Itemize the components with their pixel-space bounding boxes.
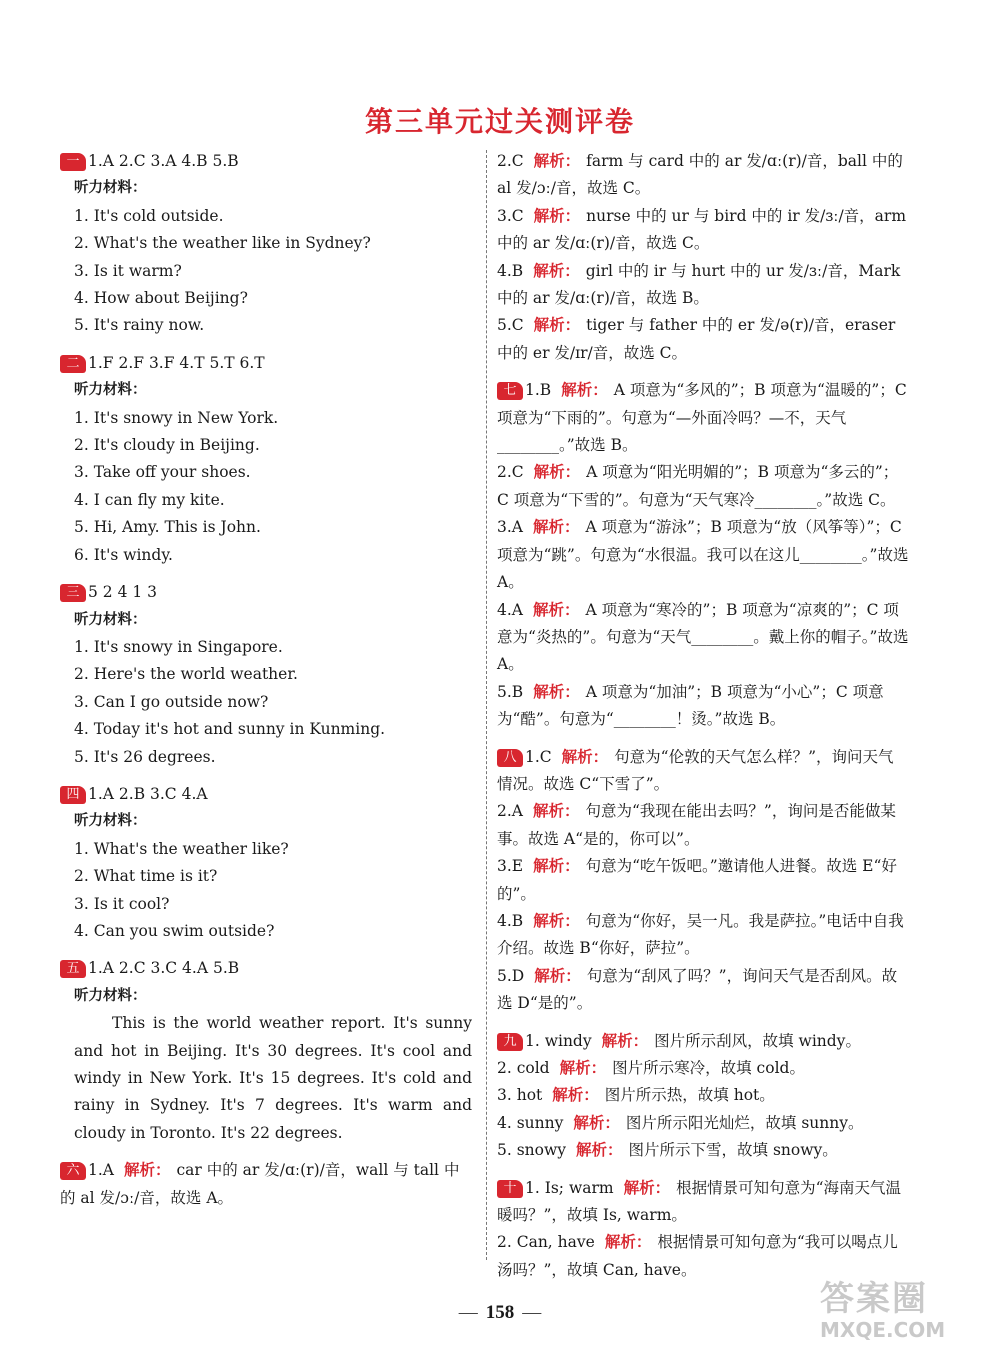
section-badge: 六	[60, 1162, 86, 1180]
list-item: 4. How about Beijing?	[74, 289, 248, 308]
left-column	[60, 148, 472, 1222]
analysis-label: 解析：	[532, 600, 580, 619]
list-item: 2. It's cloudy in Beijing.	[74, 436, 260, 455]
section-3	[60, 579, 472, 771]
section-badge: 十	[497, 1180, 523, 1198]
analysis-text: 图片所示热，故填 hot。	[604, 1086, 775, 1105]
watermark	[820, 1280, 995, 1350]
list-item: 1. It's snowy in New York.	[74, 408, 279, 427]
list-item: 6. It's windy.	[74, 545, 173, 564]
list-item: 3. Take off your shoes.	[74, 463, 251, 482]
section-5	[60, 955, 472, 1147]
analysis-text: A 项意为“多风的”；B 项意为“温暖的”；C 项意为“下雨的”。句意为“—外面冷吗？—不，天气________。”故选 B。	[497, 381, 907, 455]
analysis-text: 句意为“刮风了吗？”，询问天气是否刮风。故选 D“是的”。	[497, 966, 898, 1013]
answer: 5.B	[497, 682, 524, 701]
answer-item	[497, 744, 909, 799]
list-item: 5. It's rainy now.	[74, 316, 205, 335]
analysis-text: 图片所示下雪，故填 snowy。	[628, 1141, 838, 1160]
right-column	[497, 148, 909, 1294]
section-10	[497, 1175, 909, 1285]
list-item: 4. Can you swim outside?	[74, 921, 275, 940]
analysis-text: 图片所示刮风，故填 windy。	[654, 1031, 861, 1050]
analysis-text: girl 中的 ir 与 hurt 中的 ur 发/ɜː/音，Mark 中的 ar 发/ɑː(r)/音，故选 B。	[497, 261, 901, 308]
answer-item	[497, 1137, 909, 1164]
answers: 1.A 2.C 3.A 4.B 5.B	[88, 152, 239, 170]
paragraph-text: This is the world weather report. It's sunny and hot in Beijing. It's 30 degrees. It's cool and windy in New York. It's 15 degrees. It's cold and rainy in Sydney. It's 7 degrees. It's warm and cloudy in Toronto. It's 22 degrees.	[74, 1014, 472, 1142]
listening-label: 听力材料：	[74, 611, 147, 628]
page-dash: —	[522, 1302, 542, 1323]
analysis-label: 解析：	[561, 381, 608, 400]
list-item: 1. It's snowy in Singapore.	[74, 637, 283, 656]
answer: 4. sunny	[497, 1113, 564, 1132]
analysis-text: car 中的 ar 发/ɑː(r)/音，wall 与 tall 中的 al 发/ɔː/音，故选 A。	[60, 1161, 460, 1207]
analysis-text: A 项意为“阳光明媚的”；B 项意为“多云的”；C 项意为“下雪的”。句意为“天气寒冷________。”故选 C。	[497, 463, 899, 509]
answer-item	[497, 514, 909, 596]
list-item: 3. Is it cool?	[74, 894, 170, 913]
answer: 2.C	[497, 152, 524, 170]
list-item: 3. Can I go outside now?	[74, 692, 269, 711]
answer-item	[497, 1110, 909, 1137]
list-item: 3. Is it warm?	[74, 261, 182, 280]
analysis-label: 解析：	[604, 1233, 652, 1252]
answer-item	[497, 312, 909, 367]
analysis-text: 句意为“吃午饭吧。”邀请他人进餐。故选 E“好的”。	[497, 857, 897, 903]
section-badge: 五	[60, 960, 86, 978]
answer-item	[497, 597, 909, 679]
section-2	[60, 350, 472, 569]
answer-item	[497, 258, 909, 313]
watermark-logo: 答案圈	[820, 1279, 928, 1319]
analysis-label: 解析：	[533, 152, 581, 170]
answer: 1. windy	[525, 1031, 592, 1050]
listening-label: 听力材料：	[74, 180, 147, 197]
answer-item	[497, 798, 909, 853]
answer-item	[497, 1055, 909, 1082]
answer-item	[497, 963, 909, 1018]
page-dash: —	[458, 1302, 478, 1323]
section-7	[497, 377, 909, 733]
answer: 1.B	[525, 381, 552, 400]
analysis-label: 解析：	[533, 857, 580, 876]
list-item: 1. It's cold outside.	[74, 206, 224, 225]
answer: 5.C	[497, 316, 524, 335]
section-badge: 三	[60, 584, 86, 602]
listening-paragraph	[60, 1010, 472, 1147]
answer: 3.A	[497, 518, 523, 537]
answer-item	[497, 908, 909, 963]
analysis-text: A 项意为“加油”；B 项意为“小心”；C 项意为“酷”。句意为“________！烫。”故选 B。	[497, 682, 884, 729]
section-6-continued	[497, 148, 909, 367]
analysis-text: 根据情景可知句意为“我可以喝点儿汤吗？”，故填 Can, have。	[497, 1233, 898, 1279]
analysis-label: 解析：	[552, 1086, 599, 1105]
answer: 2. cold	[497, 1059, 550, 1077]
list-item: 1. What's the weather like?	[74, 839, 289, 858]
answer-item	[497, 1082, 909, 1109]
analysis-label: 解析：	[561, 747, 609, 766]
analysis-text: 图片所示寒冷，故填 cold。	[612, 1059, 805, 1077]
analysis-text: 句意为“伦敦的天气怎么样？”，询问天气情况。故选 C“下雪了”。	[497, 747, 894, 793]
answer-item	[497, 459, 909, 514]
analysis-label: 解析：	[533, 682, 580, 701]
analysis-label: 解析：	[533, 316, 581, 335]
list-item: 2. Here's the world weather.	[74, 665, 298, 684]
analysis-text: farm 与 card 中的 ar 发/ɑː(r)/音，ball 中的 al 发/ɔː/音，故选 C。	[497, 152, 903, 198]
analysis-text: nurse 中的 ur 与 bird 中的 ir 发/ɜː/音，arm 中的 ar 发/ɑː(r)/音，故选 C。	[497, 206, 907, 253]
analysis-text: A 项意为“游泳”；B 项意为“放（风筝等）”；C 项意为“跳”。句意为“水很温。我可以在这儿________。”故选 A。	[497, 518, 909, 592]
answer-item	[497, 203, 909, 258]
analysis-label: 解析：	[532, 518, 580, 537]
answer-item	[497, 1229, 909, 1284]
analysis-text: A 项意为“寒冷的”；B 项意为“凉爽的”；C 项意为“炎热的”。句意为“天气________。戴上你的帽子。”故选 A。	[497, 600, 909, 674]
analysis-label: 解析：	[576, 1141, 623, 1160]
analysis-text: 根据情景可知句意为“海南天气温暖吗？”，故填 Is, warm。	[497, 1178, 902, 1225]
answer: 4.A	[497, 600, 523, 619]
list-item: 4. I can fly my kite.	[74, 490, 225, 509]
answer: 1.A	[88, 1161, 114, 1180]
answer: 5. snowy	[497, 1141, 567, 1160]
answer-item	[497, 1175, 909, 1230]
listening-label: 听力材料：	[74, 813, 147, 830]
list-item: 2. What's the weather like in Sydney?	[74, 234, 371, 253]
answers: 1.A 2.C 3.C 4.A 5.B	[88, 959, 240, 978]
section-badge: 四	[60, 786, 86, 804]
answer: 1. Is; warm	[525, 1178, 614, 1197]
section-badge: 一	[60, 153, 86, 171]
answer-item	[497, 148, 909, 203]
answer: 4.B	[497, 261, 524, 280]
analysis-label: 解析：	[533, 911, 580, 930]
section-badge: 九	[497, 1033, 523, 1051]
section-badge: 七	[497, 382, 523, 400]
watermark-url: MXQE.COM	[820, 1318, 946, 1342]
analysis-label: 解析：	[533, 261, 580, 280]
section-6	[60, 1157, 472, 1212]
list-item: 5. It's 26 degrees.	[74, 747, 216, 766]
analysis-text: 句意为“我现在能出去吗？”，询问是否能做某事。故选 A“是的，你可以”。	[497, 802, 896, 848]
answers: 1.A 2.B 3.C 4.A	[88, 784, 208, 803]
listening-label: 听力材料：	[74, 987, 147, 1004]
analysis-label: 解析：	[559, 1059, 607, 1077]
answer: 5.D	[497, 966, 525, 985]
analysis-label: 解析：	[123, 1161, 171, 1180]
section-4	[60, 781, 472, 945]
section-1	[60, 148, 472, 340]
analysis-label: 解析：	[533, 463, 581, 482]
page-number-value: 158	[485, 1302, 515, 1323]
answers: 1.F 2.F 3.F 4.T 5.T 6.T	[88, 353, 265, 372]
answer: 3.C	[497, 206, 524, 225]
page-title: 第三单元过关测评卷	[364, 105, 635, 138]
analysis-text: 句意为“你好，吴一凡。我是萨拉。”电话中自我介绍。故选 B“你好，萨拉”。	[497, 911, 904, 958]
analysis-label: 解析：	[532, 802, 580, 821]
analysis-label: 解析：	[534, 966, 581, 985]
analysis-text: 图片所示阳光灿烂，故填 sunny。	[625, 1113, 864, 1132]
answer: 2.A	[497, 802, 523, 821]
answer: 2. Can, have	[497, 1233, 595, 1252]
analysis-text: tiger 与 father 中的 er 发/ə(r)/音，eraser 中的 er 发/ɪr/音，故选 C。	[497, 316, 896, 362]
analysis-label: 解析：	[573, 1113, 620, 1132]
answer: 2.C	[497, 463, 524, 482]
list-item: 5. Hi, Amy. This is John.	[74, 518, 261, 537]
section-badge: 八	[497, 749, 523, 767]
answer: 3. hot	[497, 1086, 543, 1105]
column-divider	[486, 150, 487, 1260]
answer-item	[497, 679, 909, 734]
section-9	[497, 1028, 909, 1165]
answer-item	[497, 853, 909, 908]
listening-label: 听力材料：	[74, 382, 147, 399]
analysis-label: 解析：	[623, 1178, 671, 1197]
section-badge: 二	[60, 355, 86, 373]
answer: 1.C	[525, 747, 552, 766]
answer: 3.E	[497, 857, 524, 876]
analysis-label: 解析：	[601, 1031, 649, 1050]
answers: 5 2 4 1 3	[88, 583, 158, 602]
list-item: 2. What time is it?	[74, 867, 218, 886]
section-8	[497, 744, 909, 1018]
answer-item	[497, 377, 909, 459]
list-item: 4. Today it's hot and sunny in Kunming.	[74, 720, 386, 739]
answer-item	[497, 1028, 909, 1055]
analysis-label: 解析：	[533, 206, 581, 225]
answer: 4.B	[497, 911, 524, 930]
